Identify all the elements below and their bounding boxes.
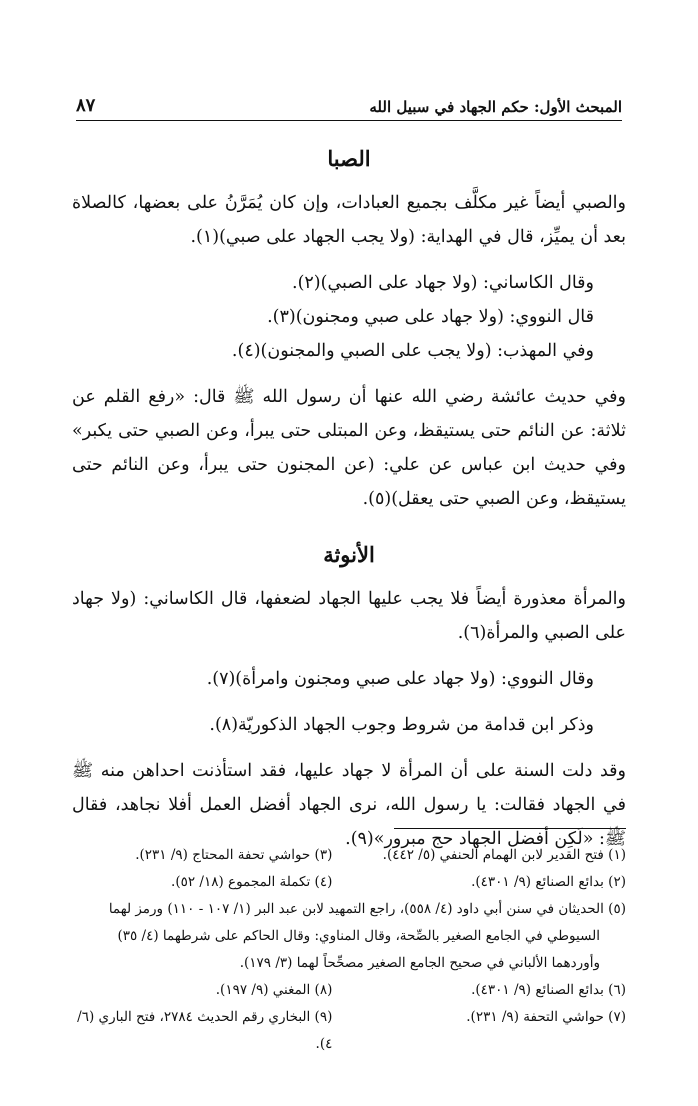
footnote: (١) فتح القدير لابن الهمام الحنفي (٥/ ٤٤٢). <box>382 847 626 863</box>
paragraph: قال النووي: (ولا جهاد على صبي ومجنون)(٣). <box>267 307 594 327</box>
paragraph: وقال الكاساني: (ولا جهاد على الصبي)(٢). <box>292 273 594 293</box>
footnote-separator <box>394 828 626 829</box>
footnote-row <box>72 869 626 896</box>
paragraph: والمرأة معذورة أيضاً فلا يجب عليها الجهاد لضعفها، قال الكاساني: (ولا جهاد على الصبي والمرأة(٦). <box>72 589 626 643</box>
chapter-title: المبحث الأول: حكم الجهاد في سبيل الله <box>369 98 622 116</box>
paragraph: وذكر ابن قدامة من شروط وجوب الجهاد الذكوريّة(٨). <box>209 715 594 735</box>
main-text <box>72 142 626 856</box>
footnote: (٩) البخاري رقم الحديث ٢٧٨٤، فتح الباري (٦/ ٤). <box>77 1009 333 1052</box>
section-heading-childhood: الصبا <box>327 146 371 171</box>
footnote-row <box>72 977 626 1004</box>
paragraph: وقال النووي: (ولا جهاد على صبي ومجنون وامرأة)(٧). <box>206 669 594 689</box>
paragraph: وفي المهذب: (ولا يجب على الصبي والمجنون)(٤). <box>231 341 594 361</box>
footnote-row <box>72 1004 626 1058</box>
footnote-line: وأوردهما الألباني في صحيح الجامع الصغير مصحِّحاً لهما (٣/ ١٧٩). <box>239 955 600 971</box>
footnotes <box>72 842 626 1058</box>
footnote: (٣) حواشي تحفة المحتاج (٩/ ٢٣١). <box>135 847 333 863</box>
footnote-row <box>72 842 626 869</box>
footnote-line: (٥) الحديثان في سنن أبي داود (٤/ ٥٥٨)، راجع التمهيد لابن عبد البر (١/ ١٠٧ - ١١٠) ورمز لهما <box>108 901 626 917</box>
footnote: (٤) تكملة المجموع (١٨/ ٥٢). <box>171 874 333 890</box>
footnote: (٧) حواشي التحفة (٩/ ٢٣١). <box>466 1009 626 1025</box>
footnote: (٨) المغني (٩/ ١٩٧). <box>215 982 333 998</box>
footnote: (٦) بدائع الصنائع (٩/ ٤٣٠١). <box>471 982 626 998</box>
footnote: (٢) بدائع الصنائع (٩/ ٤٣٠١). <box>471 874 626 890</box>
page-number: ٨٧ <box>76 95 96 116</box>
footnote <box>72 896 626 977</box>
footnote-line: السيوطي في الجامع الصغير بالصِّحة، وقال المناوي: وقال الحاكم على شرطهما (٤/ ٣٥) <box>117 928 600 944</box>
section-heading-femininity: الأنوثة <box>323 542 375 567</box>
paragraph: والصبي أيضاً غير مكلَّف بجميع العبادات، وإن كان يُمَرَّنُ على بعضها، كالصلاة بعد أن يميِّز، قال في الهداية: (ولا يجب الجهاد على صبي)(١). <box>72 193 626 247</box>
paragraph: وقد دلت السنة على أن المرأة لا جهاد عليها، فقد استأذنت احداهن منه ﷺ في الجهاد فقالت: يا رسول الله، نرى الجهاد أفضل العمل أفلا نجاهد، فقال ﷺ: «لَكِن أفضل الجهاد حج مبرور»(٩). <box>72 761 626 849</box>
paragraph: وفي حديث عائشة رضي الله عنها أن رسول الله ﷺ قال: «رفع القلم عن ثلاثة: عن النائم حتى يستيقظ، وعن المبتلى حتى يبرأ، وعن الصبي حتى يكبر» وفي حديث ابن عباس عن علي: (عن المجنون حتى يبرأ، وعن النائم حتى يستيقظ، وعن الصبي حتى يعقل)(٥). <box>72 387 626 509</box>
running-header <box>76 90 622 121</box>
